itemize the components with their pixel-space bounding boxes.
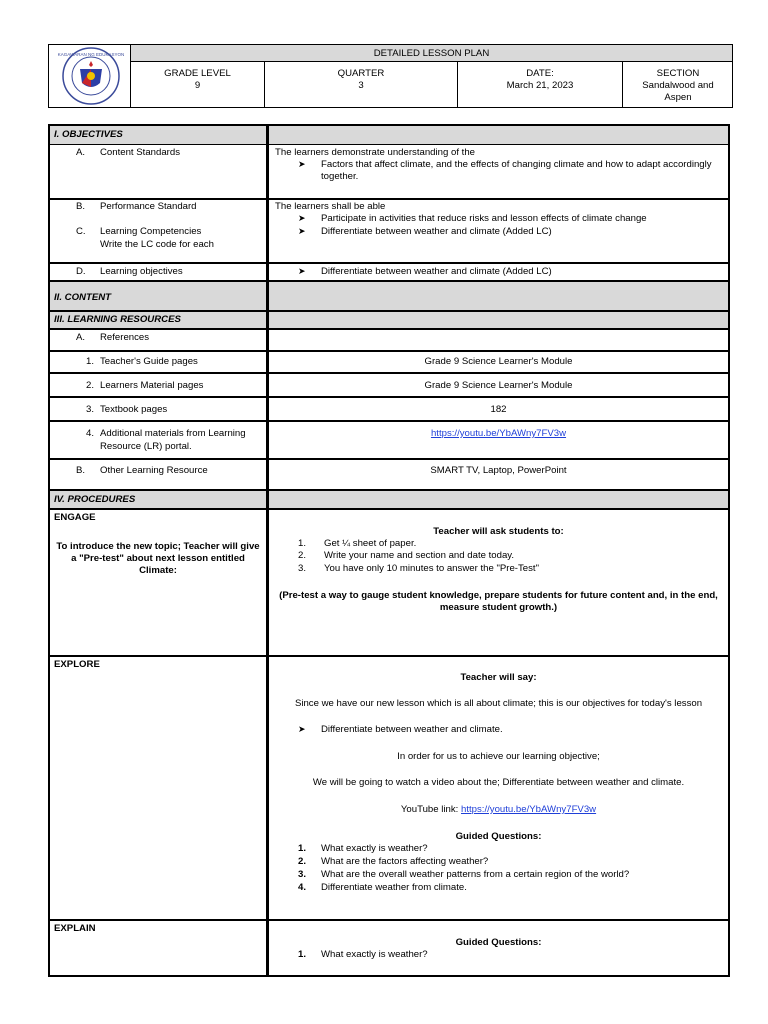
explore-question-4: Differentiate weather from climate. <box>321 882 467 893</box>
obj-a-letter: A. <box>76 147 86 158</box>
obj-d-letter: D. <box>76 266 86 277</box>
arrow-bullet-icon: ➤ <box>298 226 306 236</box>
res-3-num: 3. <box>85 404 94 415</box>
res-1-num: 1. <box>85 356 94 367</box>
main-table-column-divider <box>266 124 269 977</box>
res-4-label-1: Additional materials from Learning <box>100 428 246 439</box>
arrow-bullet-icon: ➤ <box>298 724 306 734</box>
res-2-num: 2. <box>85 380 94 391</box>
date-value: March 21, 2023 <box>506 80 574 91</box>
row-divider <box>48 655 730 657</box>
engage-item-num: 3. <box>297 563 306 574</box>
objectives-heading: I. OBJECTIVES <box>54 129 123 140</box>
engage-item-2: Write your name and section and date today. <box>324 550 515 561</box>
arrow-bullet-icon: ➤ <box>298 266 306 276</box>
explore-q-num: 3. <box>297 869 306 880</box>
obj-b-item: Participate in activities that reduce risks and lesson effects of climate change <box>321 213 647 224</box>
explore-line-3: We will be going to watch a video about the; Differentiate between weather and climate. <box>312 777 685 788</box>
row-divider <box>48 262 730 264</box>
explain-question-1: What exactly is weather? <box>321 949 428 960</box>
engage-label: ENGAGE <box>54 512 96 523</box>
quarter-value: 3 <box>358 80 364 91</box>
res-2-label: Learners Material pages <box>100 380 204 391</box>
section-value: Sandalwood and Aspen <box>642 80 714 103</box>
row-divider <box>48 198 730 200</box>
res-3-value: 182 <box>490 404 507 415</box>
engage-left-text: To introduce the new topic; Teacher will give a "Pre-test" about next lesson entitled Climate: <box>56 541 260 576</box>
engage-heading: Teacher will ask students to: <box>433 526 564 537</box>
explore-youtube-row <box>269 804 728 816</box>
explore-q-num: 1. <box>297 843 306 854</box>
res-4-label-2: Resource (LR) portal. <box>100 441 192 452</box>
engage-item-3: You have only 10 minutes to answer the "Pre-Test" <box>324 563 539 574</box>
objectives-heading-row-right <box>269 126 728 144</box>
procedures-heading-row-right <box>269 491 728 508</box>
res-2-value: Grade 9 Science Learner's Module <box>424 380 573 391</box>
res-a-letter: A. <box>76 332 86 343</box>
youtube-link-label: YouTube link: <box>400 804 461 815</box>
explain-q-num: 1. <box>297 949 306 960</box>
explain-label: EXPLAIN <box>54 923 96 934</box>
explain-gq-heading: Guided Questions: <box>455 937 542 948</box>
row-divider <box>48 350 730 352</box>
obj-c-item: Differentiate between weather and climate (Added LC) <box>321 226 552 237</box>
resources-heading: III. LEARNING RESOURCES <box>54 314 181 325</box>
res-b-letter: B. <box>76 465 86 476</box>
row-divider <box>48 458 730 460</box>
lesson-plan-title: DETAILED LESSON PLAN <box>373 48 490 59</box>
grade-level-value: 9 <box>194 80 201 91</box>
res-1-value: Grade 9 Science Learner's Module <box>424 356 573 367</box>
arrow-bullet-icon: ➤ <box>298 213 306 223</box>
explore-q-num: 2. <box>297 856 306 867</box>
res-a-label: References <box>100 332 150 343</box>
quarter-label: QUARTER <box>337 68 385 79</box>
res-4-num: 4. <box>85 428 94 439</box>
res-3-label: Textbook pages <box>100 404 168 415</box>
explore-question-1: What exactly is weather? <box>321 843 428 854</box>
row-divider <box>48 328 730 330</box>
content-heading: II. CONTENT <box>54 292 112 303</box>
obj-d-label: Learning objectives <box>100 266 183 277</box>
explore-label: EXPLORE <box>54 659 100 670</box>
explore-q-num: 4. <box>297 882 306 893</box>
explore-question-2: What are the factors affecting weather? <box>321 856 489 867</box>
res-b-value: SMART TV, Laptop, PowerPoint <box>430 465 567 476</box>
explore-line-1: Since we have our new lesson which is all about climate; this is our objectives for today's lesson <box>294 698 703 709</box>
engage-item-num: 2. <box>297 550 306 561</box>
row-divider <box>48 508 730 510</box>
deped-seal-logo <box>57 47 125 105</box>
obj-b-intro: The learners shall be able <box>275 201 386 212</box>
obj-c-label-2: Write the LC code for each <box>100 239 214 250</box>
obj-a-intro: The learners demonstrate understanding of the <box>275 147 475 158</box>
obj-c-label-1: Learning Competencies <box>100 226 202 237</box>
row-divider <box>48 919 730 921</box>
explore-heading: Teacher will say: <box>460 672 537 683</box>
res-4-link-cell <box>269 428 728 440</box>
row-divider <box>48 144 730 145</box>
engage-note: (Pre-test a way to gauge student knowledge, prepare students for future content and, in the end, measure student growth.) <box>279 590 718 613</box>
date-label: DATE: <box>526 68 554 79</box>
youtube-link[interactable]: https://youtu.be/YbAWny7FV3w <box>430 428 567 439</box>
obj-c-letter: C. <box>76 226 86 237</box>
obj-b-label: Performance Standard <box>100 201 197 212</box>
grade-level-label: GRADE LEVEL <box>164 68 231 79</box>
engage-item-num: 1. <box>297 538 306 549</box>
section-label: SECTION <box>656 68 700 79</box>
explore-question-3: What are the overall weather patterns from a certain region of the world? <box>321 869 630 880</box>
explore-gq-heading: Guided Questions: <box>455 831 542 842</box>
seal-text: KAGAWARAN NG EDUKASYON <box>57 52 125 57</box>
engage-item-1: Get ¼ sheet of paper. <box>324 538 417 549</box>
res-b-label: Other Learning Resource <box>100 465 208 476</box>
row-divider <box>48 420 730 422</box>
obj-b-letter: B. <box>76 201 86 212</box>
procedures-heading: IV. PROCEDURES <box>54 494 136 505</box>
content-row-right <box>269 282 728 310</box>
row-divider <box>48 396 730 398</box>
youtube-link[interactable]: https://youtu.be/YbAWny7FV3w <box>461 804 597 815</box>
arrow-bullet-icon: ➤ <box>298 159 306 169</box>
explore-bullet: Differentiate between weather and climate. <box>321 724 503 735</box>
obj-a-label: Content Standards <box>100 147 181 158</box>
res-1-label: Teacher's Guide pages <box>100 356 198 367</box>
explore-line-2: In order for us to achieve our learning objective; <box>397 751 600 762</box>
resources-heading-row-right <box>269 312 728 328</box>
obj-d-item: Differentiate between weather and climate (Added LC) <box>321 266 552 277</box>
row-divider <box>48 372 730 374</box>
obj-a-item: Factors that affect climate, and the effects of changing climate and how to adapt accordingly together. <box>321 159 712 182</box>
